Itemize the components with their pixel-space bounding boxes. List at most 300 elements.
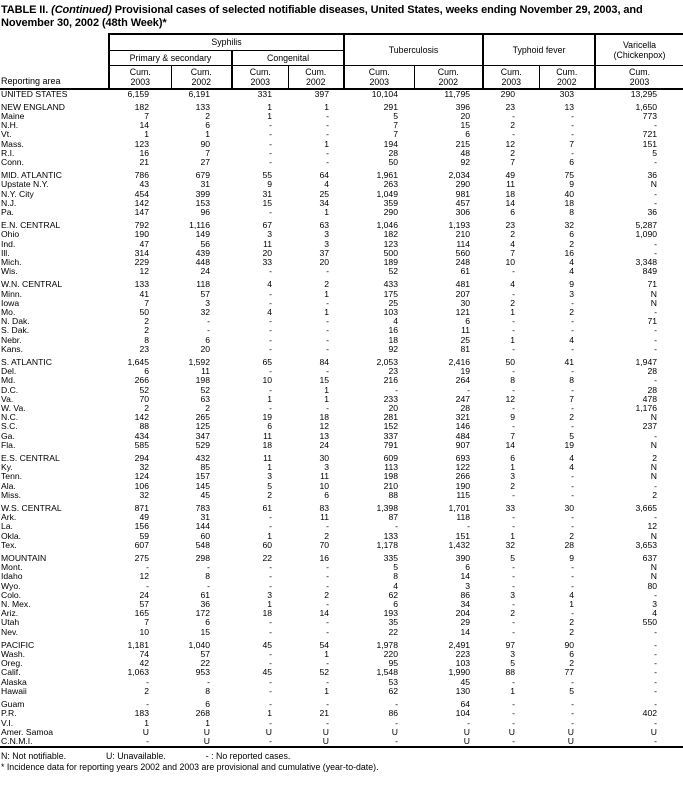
- cell-value: 1,961: [376, 171, 398, 181]
- cell-value: 57: [139, 600, 149, 610]
- cell-value: 2: [144, 686, 149, 696]
- cell-reporting-area: Idaho: [1, 572, 23, 582]
- cell-value: 1: [267, 394, 272, 404]
- col-header-cum-2002: Cum. 2002: [288, 65, 344, 89]
- cell-value: -: [512, 600, 516, 610]
- cell-value: 60: [200, 531, 210, 541]
- cell-value: 22: [262, 554, 272, 564]
- table-row: [0, 258, 683, 267]
- cell-value: 53: [388, 677, 398, 687]
- cell-value: 10: [505, 257, 516, 267]
- cell-reporting-area: N.H.: [1, 121, 19, 131]
- cell-value: 1: [267, 102, 272, 112]
- table-row: [0, 413, 683, 422]
- cell-value: 198: [195, 376, 210, 386]
- legend-item: N: Not notifiable.: [1, 751, 67, 762]
- cell-value: -: [269, 385, 272, 395]
- cell-value: 30: [319, 454, 329, 464]
- table-row: [0, 504, 683, 513]
- cell-value: 61: [262, 504, 272, 514]
- table-row: [0, 641, 683, 650]
- col-subgroup-congenital: Congenital: [232, 50, 344, 65]
- footnotes: [0, 748, 683, 773]
- cell-value: 1,178: [376, 540, 398, 550]
- cell-value: 20: [319, 257, 329, 267]
- cell-value: 8: [569, 376, 575, 386]
- cell-value: U: [391, 727, 398, 737]
- cell-value: 607: [134, 540, 149, 550]
- cell-reporting-area: N. Mex.: [1, 600, 31, 610]
- cell-value: 165: [134, 609, 149, 619]
- cell-value: -: [654, 700, 658, 710]
- cell-value: 7: [510, 431, 516, 441]
- table-row: [0, 267, 683, 276]
- cell-value: 8: [510, 376, 516, 386]
- cell-reporting-area: Upstate N.Y.: [1, 180, 49, 190]
- cell-value: -: [512, 572, 516, 582]
- cell-value: 7: [205, 148, 210, 158]
- cell-value: 1: [324, 207, 329, 217]
- cell-value: 1,990: [448, 668, 471, 678]
- cell-value: -: [269, 650, 272, 660]
- cell-value: -: [571, 326, 575, 336]
- cell-value: 210: [383, 481, 398, 491]
- cell-value: -: [269, 207, 272, 217]
- cell-reporting-area: W.S. CENTRAL: [1, 504, 62, 514]
- cell-value: 96: [200, 207, 210, 217]
- cell-value: 50: [139, 307, 149, 317]
- cell-value: -: [344, 737, 414, 747]
- table-row: [0, 180, 683, 189]
- cell-value: 34: [460, 600, 471, 610]
- cell-value: -: [269, 513, 272, 523]
- cell-value: 609: [383, 454, 398, 464]
- cell-value: -: [654, 513, 658, 523]
- cell-value: 14: [319, 609, 329, 619]
- table-row: [0, 554, 683, 563]
- cell-value: -: [571, 148, 575, 158]
- cell-value: 175: [383, 289, 398, 299]
- cell-value: 721: [642, 130, 658, 140]
- cell-reporting-area: Va.: [1, 394, 14, 404]
- cell-value: -: [571, 563, 575, 573]
- cell-value: U: [508, 727, 516, 737]
- cell-value: 229: [134, 257, 149, 267]
- cell-value: 1,090: [635, 230, 658, 240]
- table-row: [0, 472, 683, 481]
- cell-reporting-area: W.N. CENTRAL: [1, 280, 63, 290]
- col-group-varicella: Varicella (Chickenpox): [595, 34, 683, 65]
- cell-value: -: [512, 522, 516, 532]
- cell-value: -: [512, 367, 516, 377]
- cell-value: 290: [455, 180, 471, 190]
- cell-value: 11: [263, 431, 272, 441]
- table-row: [0, 103, 683, 112]
- table-row: [0, 158, 683, 167]
- cell-value: 1: [324, 650, 329, 660]
- cell-value: 16: [564, 248, 575, 258]
- cell-value: 2: [510, 121, 516, 131]
- table-row: [0, 249, 683, 258]
- cell-reporting-area: Ky.: [1, 463, 13, 473]
- cell-value: 16: [388, 326, 398, 336]
- cell-value: N: [650, 531, 658, 541]
- cell-value: -: [512, 627, 516, 637]
- cell-value: 63: [200, 394, 210, 404]
- cell-value: 189: [383, 257, 398, 267]
- cell-value: 2: [510, 230, 516, 240]
- cell-value: 548: [195, 540, 210, 550]
- table-body: [0, 89, 683, 748]
- cell-value: U: [265, 727, 272, 737]
- cell-value: 23: [388, 367, 398, 377]
- cell-value: 106: [134, 481, 149, 491]
- cell-value: 45: [460, 677, 471, 687]
- cell-reporting-area: Mont.: [1, 563, 23, 573]
- table-header: [0, 34, 683, 89]
- cell-value: 32: [505, 540, 516, 550]
- table-row: [0, 345, 683, 354]
- cell-reporting-area: Wyo.: [1, 581, 21, 591]
- cell-reporting-area: Mo.: [1, 307, 16, 317]
- cell-reporting-area: Colo.: [1, 590, 22, 600]
- cell-reporting-area: MID. ATLANTIC: [1, 171, 62, 181]
- table-row: [0, 522, 683, 531]
- cell-value: 52: [139, 385, 149, 395]
- cell-value: -: [571, 111, 575, 121]
- cell-value: 33: [505, 504, 516, 514]
- cell-value: 1: [267, 463, 272, 473]
- cell-value: 314: [134, 248, 149, 258]
- cell-value: 207: [455, 289, 471, 299]
- cell-value: 294: [134, 454, 149, 464]
- cell-value: -: [512, 385, 516, 395]
- cell-value: -: [269, 130, 272, 140]
- cell-value: -: [326, 367, 329, 377]
- cell-value: 6: [569, 157, 575, 167]
- cell-value: -: [269, 139, 272, 149]
- cell-value: 124: [134, 472, 149, 482]
- cell-reporting-area: NEW ENGLAND: [1, 102, 65, 112]
- table-row: [0, 422, 683, 431]
- cell-value: 56: [200, 239, 210, 249]
- cell-value: 3: [324, 463, 329, 473]
- cell-value: 849: [642, 267, 658, 277]
- cell-value: 2: [144, 317, 149, 327]
- cell-value: 3: [324, 230, 329, 240]
- cell-reporting-area: Mich.: [1, 257, 22, 267]
- cell-value: -: [207, 317, 210, 327]
- cell-value: 113: [384, 463, 398, 473]
- cell-value: 121: [455, 307, 471, 317]
- cell-value: -: [269, 335, 272, 345]
- cell-value: 16: [139, 148, 149, 158]
- cell-value: 4: [569, 335, 575, 345]
- cell-value: 42: [139, 659, 149, 669]
- table-row: [0, 678, 683, 687]
- cell-value: 303: [559, 88, 575, 99]
- cell-value: 182: [383, 230, 398, 240]
- cell-value: 151: [642, 139, 658, 149]
- cell-value: 1,432: [448, 540, 471, 550]
- cell-value: -: [269, 148, 272, 158]
- cell-value: 2: [324, 280, 329, 290]
- cell-value: 1,978: [376, 640, 398, 650]
- cell-value: 2: [144, 326, 149, 336]
- cell-value: -: [512, 422, 516, 432]
- cell-value: 4: [510, 280, 516, 290]
- cell-value: 6: [510, 454, 516, 464]
- cell-value: 4: [569, 454, 575, 464]
- table-label: TABLE II.: [1, 4, 49, 16]
- col-header-reporting-area: Reporting area: [0, 34, 109, 89]
- cell-value: -: [654, 189, 658, 199]
- cell-value: -: [571, 481, 575, 491]
- cell-value: 8: [569, 207, 575, 217]
- cell-value: 18: [564, 198, 575, 208]
- cell-value: 2: [324, 531, 329, 541]
- col-group-tuberculosis: Tuberculosis: [344, 34, 483, 65]
- cell-value: 3: [267, 230, 272, 240]
- cell-reporting-area: N.Y. City: [1, 189, 34, 199]
- cell-value: 1,049: [376, 189, 398, 199]
- cell-value: 62: [388, 590, 398, 600]
- cell-value: 3: [510, 650, 516, 660]
- legend-item: U: Unavailable.: [106, 751, 166, 762]
- cell-value: 92: [388, 344, 398, 354]
- cell-value: 2: [569, 531, 575, 541]
- cell-value: 54: [319, 640, 329, 650]
- cell-reporting-area: E.N. CENTRAL: [1, 221, 61, 231]
- cell-value: -: [207, 563, 210, 573]
- cell-value: 433: [383, 280, 398, 290]
- cell-value: 3: [267, 472, 272, 482]
- cell-value: -: [207, 326, 210, 336]
- cell-value: -: [571, 130, 575, 140]
- cell-value: N: [650, 563, 658, 573]
- cell-value: 18: [505, 189, 516, 199]
- cell-value: 2: [569, 413, 575, 423]
- cell-value: 1,650: [635, 102, 658, 112]
- cell-value: -: [571, 522, 575, 532]
- cell-value: -: [269, 267, 272, 277]
- cell-reporting-area: Nev.: [1, 627, 19, 637]
- cell-value: 1: [324, 307, 329, 317]
- cell-value: -: [326, 326, 329, 336]
- cell-value: 3,665: [635, 504, 658, 514]
- cell-value: 71: [647, 317, 658, 327]
- cell-value: N: [650, 440, 658, 450]
- cell-value: 7: [393, 121, 398, 131]
- cell-value: 31: [200, 513, 210, 523]
- cell-value: 290: [383, 207, 398, 217]
- cell-value: 7: [393, 130, 398, 140]
- table-row: [0, 737, 683, 747]
- cell-reporting-area: N.J.: [1, 198, 17, 208]
- cell-value: 151: [455, 531, 471, 541]
- cell-value: 123: [134, 139, 149, 149]
- cell-value: 61: [200, 590, 210, 600]
- cell-value: 147: [134, 207, 149, 217]
- col-header-cum-2002: Cum. 2002: [539, 65, 595, 89]
- cell-value: 86: [460, 590, 471, 600]
- cell-value: 10: [319, 481, 329, 491]
- cell-value: U: [414, 737, 483, 747]
- cell-value: 183: [134, 709, 149, 719]
- cell-value: 390: [455, 554, 471, 564]
- cell-value: 190: [455, 481, 471, 491]
- cell-value: 439: [195, 248, 210, 258]
- cell-value: 172: [195, 609, 210, 619]
- cell-value: 146: [455, 422, 471, 432]
- cell-value: -: [146, 700, 149, 710]
- cell-value: -: [326, 572, 329, 582]
- cell-value: 15: [262, 198, 272, 208]
- cell-value: 18: [388, 335, 398, 345]
- cell-value: 30: [564, 504, 575, 514]
- cell-value: 4: [267, 307, 272, 317]
- cell-value: 210: [455, 230, 471, 240]
- cell-value: 14: [505, 198, 516, 208]
- cell-value: 60: [262, 540, 272, 550]
- cell-value: 103: [383, 307, 398, 317]
- cell-value: U: [463, 727, 471, 737]
- table-row: [0, 326, 683, 335]
- cell-value: 19: [262, 413, 272, 423]
- cell-value: 130: [455, 686, 471, 696]
- cell-value: 1,947: [635, 357, 658, 367]
- cell-value: 49: [505, 171, 516, 181]
- table-row: [0, 728, 683, 737]
- cell-value: 71: [647, 280, 658, 290]
- cell-value: -: [512, 677, 516, 687]
- cell-reporting-area: Kans.: [1, 344, 23, 354]
- table-row: [0, 628, 683, 637]
- cell-value: 1: [144, 718, 149, 728]
- cell-value: 6: [205, 618, 210, 628]
- table-row: [0, 89, 683, 99]
- cell-value: 5: [267, 481, 272, 491]
- table-row: [0, 386, 683, 395]
- cell-value: 4: [569, 257, 575, 267]
- cell-value: 5: [393, 563, 398, 573]
- data-table: [0, 33, 683, 748]
- cell-value: 142: [134, 413, 149, 423]
- cell-value: 36: [647, 207, 658, 217]
- cell-value: 4: [510, 239, 516, 249]
- cell-value: -: [571, 385, 575, 395]
- cell-value: -: [654, 686, 658, 696]
- cell-value: -: [326, 581, 329, 591]
- cell-value: -: [269, 404, 272, 413]
- cell-value: -: [207, 677, 210, 687]
- cell-value: 773: [642, 111, 658, 121]
- table-week: (48th Week)*: [101, 17, 167, 29]
- cell-value: -: [654, 239, 658, 249]
- cell-value: 52: [388, 267, 398, 277]
- cell-value: 11,795: [444, 88, 471, 99]
- cell-value: -: [571, 700, 575, 710]
- cell-value: 399: [195, 189, 210, 199]
- cell-value: 8: [205, 572, 210, 582]
- cell-value: 204: [455, 609, 471, 619]
- cell-value: -: [483, 737, 539, 747]
- cell-value: 13: [319, 431, 329, 441]
- cell-value: 1,116: [189, 221, 210, 231]
- cell-value: 49: [139, 513, 149, 523]
- cell-value: 144: [195, 522, 210, 532]
- cell-value: -: [269, 618, 272, 628]
- cell-value: 585: [134, 440, 149, 450]
- table-row: [0, 240, 683, 249]
- cell-value: -: [326, 600, 329, 610]
- cell-value: 500: [383, 248, 398, 258]
- cell-value: 266: [134, 376, 149, 386]
- cell-value: 34: [319, 198, 329, 208]
- cell-value: 41: [139, 289, 149, 299]
- cell-reporting-area: Calif.: [1, 668, 21, 678]
- cell-value: 216: [383, 376, 398, 386]
- cell-value: -: [512, 404, 516, 413]
- cell-value: 321: [455, 413, 471, 423]
- cell-value: 290: [500, 88, 516, 99]
- cell-value: 37: [319, 248, 329, 258]
- cell-value: 36: [200, 600, 210, 610]
- cell-value: 10,104: [371, 88, 398, 99]
- cell-value: 74: [139, 650, 149, 660]
- cell-value: 7: [144, 618, 149, 628]
- cell-value: 145: [195, 481, 210, 491]
- cell-value: 2: [569, 307, 575, 317]
- cell-reporting-area: R.I.: [1, 148, 15, 158]
- cell-value: 88: [505, 668, 516, 678]
- cell-value: 215: [455, 139, 471, 149]
- cell-value: -: [512, 130, 516, 140]
- cell-value: 233: [383, 394, 398, 404]
- cell-value: 133: [383, 531, 398, 541]
- table-row: [0, 700, 683, 709]
- cell-value: 88: [139, 422, 149, 432]
- cell-value: 2,416: [448, 357, 471, 367]
- table-title-text: Provisional cases of selected notifiable diseases, United States, weeks ending November 29, 2003, and November 30, 2002: [1, 4, 643, 29]
- cell-value: 61: [460, 267, 471, 277]
- table-row: [0, 582, 683, 591]
- cell-reporting-area: Alaska: [1, 677, 27, 687]
- cell-value: U: [539, 737, 595, 747]
- table-row: [0, 171, 683, 180]
- cell-value: 104: [455, 709, 471, 719]
- cell-value: 3: [652, 600, 658, 610]
- cell-value: 15: [319, 376, 329, 386]
- cell-value: U: [288, 737, 344, 747]
- table-row: [0, 668, 683, 677]
- cell-value: -: [326, 627, 329, 637]
- cell-value: 48: [460, 148, 471, 158]
- cell-value: 52: [319, 668, 329, 678]
- cell-value: 871: [134, 504, 149, 514]
- cell-value: 9: [569, 280, 575, 290]
- cell-value: -: [654, 718, 658, 728]
- cell-value: 1: [324, 139, 329, 149]
- cell-value: 2: [205, 111, 210, 121]
- cell-value: 32: [200, 307, 210, 317]
- cell-value: 266: [455, 472, 471, 482]
- cell-value: 550: [642, 618, 658, 628]
- cell-value: 2: [205, 404, 210, 413]
- cell-value: 6,159: [127, 88, 149, 99]
- cell-value: 679: [195, 171, 210, 181]
- cell-value: -: [512, 513, 516, 523]
